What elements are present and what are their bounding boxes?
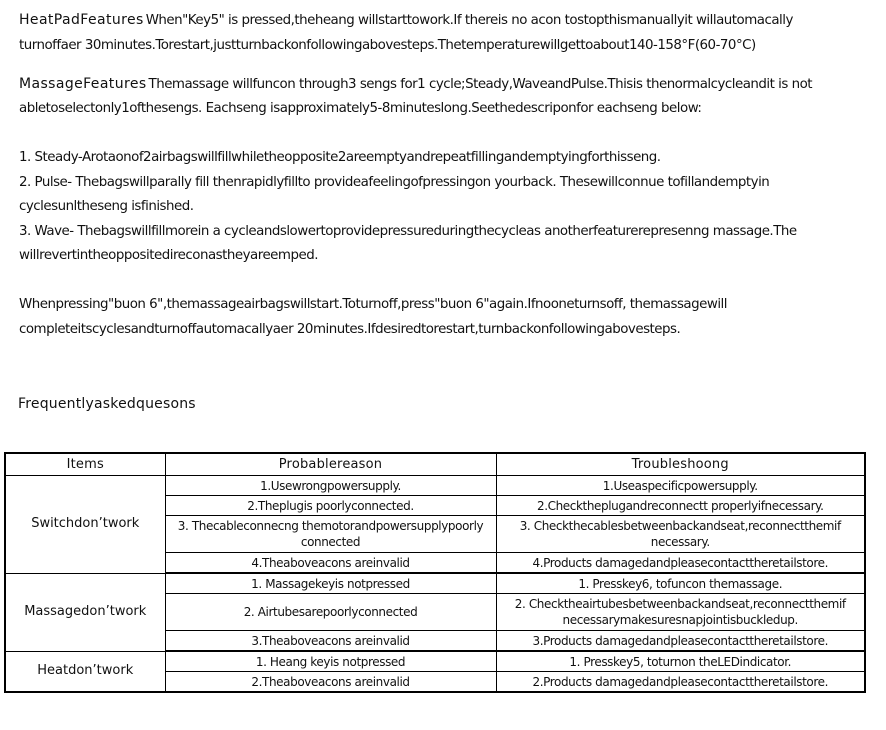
faq-title: Frequentlyaskedquesons xyxy=(18,396,196,412)
fix-cell: 2.Products damagedandpleasecontacttheretailstore. xyxy=(496,672,865,693)
header-items: Items xyxy=(5,453,165,476)
reason-cell: 3. Thecableconnecng themotorandpowersupplypoorly connected xyxy=(165,516,496,553)
item-heat: Heatdon’twork xyxy=(5,651,165,692)
fix-cell: 3.Products damagedandpleasecontacttheretailstore. xyxy=(496,631,865,652)
heat-pad-label: HeatPadFeatures xyxy=(19,12,144,28)
massage-line-1: MassageFeatures Themassage willfuncon through3 sengs for1 cycle;Steady,WaveandPulse.Thisis thenormalcycleandit is not xyxy=(19,76,813,92)
massage-label: MassageFeatures xyxy=(19,76,147,92)
heat-pad-line-2: turnoffaer 30minutes.Torestart,justturnbackonfollowingabovesteps.Thetemperaturewillgettoabout140-158°F(60-70°C) xyxy=(19,38,756,53)
header-reason: Probablereason xyxy=(165,453,496,476)
fix-cell: 4.Products damagedandpleasecontacttheretailstore. xyxy=(496,553,865,574)
button-line-2: completeitscyclesandturnoffautomacallyaer 20minutes.Ifdesiredtorestart,turnbackonfollowingabovesteps. xyxy=(19,322,681,337)
reason-cell: 1. Massagekeyis notpressed xyxy=(165,573,496,594)
reason-cell: 2.Theplugis poorlyconnected. xyxy=(165,496,496,516)
item-switch: Switchdon’twork xyxy=(5,476,165,574)
fix-cell: 1.Useaspecificpowersupply. xyxy=(496,476,865,496)
reason-cell: 1.Usewrongpowersupply. xyxy=(165,476,496,496)
list-line-2: 2. Pulse- Thebagswillparally fill thenrapidlyfillto provideafeelingofpressingon yourback. Thesewillconnue tofillandemptyin xyxy=(19,175,770,190)
fix-cell: 2.Checktheplugandreconnectt properlyifnecessary. xyxy=(496,496,865,516)
item-massage: Massagedon’twork xyxy=(5,573,165,651)
table-header-row xyxy=(5,453,865,476)
list-line-5: willrevertintheoppositedireconastheyareemped. xyxy=(19,248,318,263)
header-troubleshooting: Troubleshoong xyxy=(496,453,865,476)
reason-cell: 2.Theaboveacons areinvalid xyxy=(165,672,496,693)
faq-table xyxy=(4,452,866,693)
fix-cell: 1. Presskey6, tofuncon themassage. xyxy=(496,573,865,594)
fix-cell: 1. Presskey5, toturnon theLEDindicator. xyxy=(496,651,865,672)
button-line-1: Whenpressing"buon 6",themassageairbagswillstart.Toturnoff,press"buon 6"again.Ifnooneturnsoff, themassagewill xyxy=(19,297,727,312)
table-row xyxy=(5,573,865,594)
reason-cell: 3.Theaboveacons areinvalid xyxy=(165,631,496,652)
reason-cell: 4.Theaboveacons areinvalid xyxy=(165,553,496,574)
massage-line-2: abletoselectonly1ofthesengs. Eachseng isapproximately5-8minuteslong.Seethedescriponfor eachseng below: xyxy=(19,101,702,116)
list-line-3: cyclesunltheseng isfinished. xyxy=(19,199,194,214)
table-row xyxy=(5,651,865,672)
table-row xyxy=(5,476,865,496)
fix-cell: 2. Checktheairtubesbetweenbackandseat,reconnectthemif necessarymakesuresnapjointisbuckledup. xyxy=(496,594,865,631)
list-line-4: 3. Wave- Thebagswillfillmorein a cycleandslowertoprovidepressureduringthecycleas anotherfeaturerepresenng massage.The xyxy=(19,224,797,239)
reason-cell: 2. Airtubesarepoorlyconnected xyxy=(165,594,496,631)
reason-cell: 1. Heang keyis notpressed xyxy=(165,651,496,672)
list-line-1: 1. Steady-Arotaonof2airbagswillfillwhiletheopposite2areemptyandrepeatfillingandemptyingforthisseng. xyxy=(19,150,661,165)
heat-pad-line-1: HeatPadFeatures When"Key5" is pressed,theheang willstarttowork.If thereis no acon tostopthismanuallyit willautomacally xyxy=(19,12,793,28)
fix-cell: 3. Checkthecablesbetweenbackandseat,reconnectthemif necessary. xyxy=(496,516,865,553)
